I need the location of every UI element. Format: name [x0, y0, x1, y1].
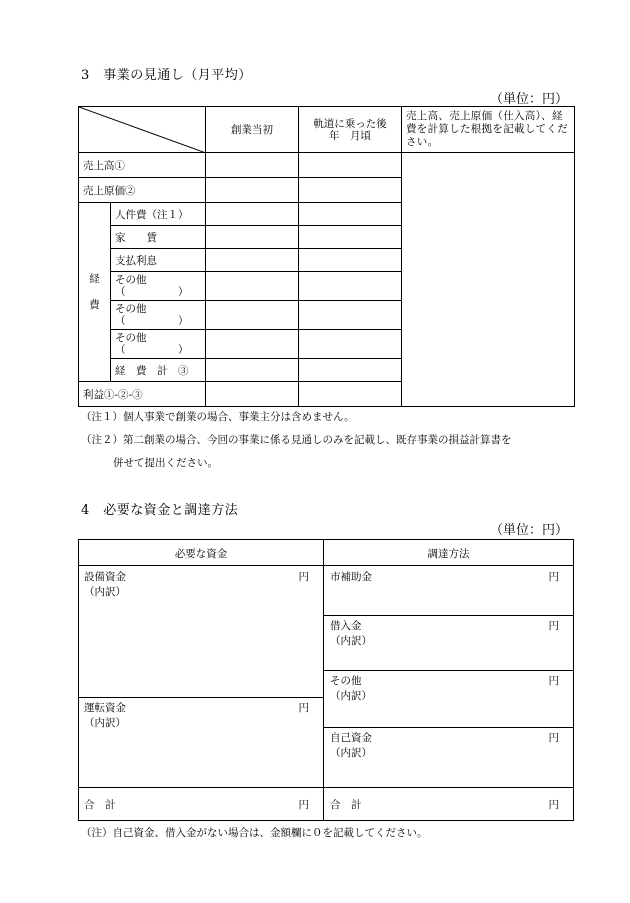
section3-title: 3 事業の見通し（月平均）	[81, 68, 252, 83]
working-cell[interactable]	[79, 698, 323, 787]
method-total-cell[interactable]	[324, 788, 573, 820]
col-required-header: 必要な資金	[174, 548, 228, 560]
loan-breakdown: （内訳）	[330, 635, 372, 647]
section3-unit: （単位：円）	[489, 92, 568, 107]
rent-startup-input[interactable]	[206, 226, 299, 249]
business-outlook-table	[78, 106, 575, 407]
own-funds-label: 自己資金	[330, 732, 372, 744]
loan-label: 借入金	[330, 620, 362, 632]
equipment-label: 設備資金	[84, 571, 126, 583]
labor-after-input[interactable]	[299, 203, 402, 226]
other2-after-input[interactable]	[299, 301, 402, 330]
rent-after-input[interactable]	[299, 226, 402, 249]
working-yen: 円	[298, 702, 309, 714]
section4-note: （注）自己資金、借入金がない場合は、金額欄に０を記載してください。	[81, 827, 428, 839]
section4-title: 4 必要な資金と調達方法	[81, 503, 239, 518]
cogs-after-input[interactable]	[299, 178, 402, 203]
other2-paren: （ ）	[115, 315, 189, 327]
subsidy-yen: 円	[548, 571, 559, 583]
diagonal-line	[79, 107, 206, 153]
other-label: その他	[330, 675, 362, 687]
other3-after-input[interactable]	[299, 330, 402, 359]
sales-startup-input[interactable]	[206, 153, 299, 178]
note-2: （注２）第二創業の場合、今回の事業に係る見通しのみを記載し、既存事業の損益計算書を	[81, 434, 512, 446]
equipment-yen: 円	[298, 571, 309, 583]
subsidy-label: 市補助金	[330, 571, 372, 583]
expense-group-label	[79, 203, 111, 382]
own-funds-breakdown: （内訳）	[330, 747, 372, 759]
row-sales-label: 売上高①	[79, 153, 206, 178]
row-labor-label: 人件費（注１）	[111, 203, 206, 226]
other1-startup-input[interactable]	[206, 272, 299, 301]
note-2-cont: 併せて提出ください。	[113, 457, 218, 469]
row-profit-label: 利益①-②-③	[79, 382, 206, 407]
col-after-line1: 軌道に乗った後	[313, 117, 387, 130]
cogs-startup-input[interactable]	[206, 178, 299, 203]
other2-startup-input[interactable]	[206, 301, 299, 330]
basis-input[interactable]	[402, 153, 575, 407]
other1-after-input[interactable]	[299, 272, 402, 301]
other-yen: 円	[548, 675, 559, 687]
other3-paren: （ ）	[115, 344, 189, 356]
expense-group-char2: 費	[89, 299, 100, 311]
own-funds-cell[interactable]	[324, 728, 573, 787]
row-expense-total-label: 経 費 計 ③	[111, 359, 206, 382]
note-1: （注１）個人事業で創業の場合、事業主分は含めません。	[81, 411, 355, 423]
other1-paren: （ ）	[115, 286, 189, 298]
interest-startup-input[interactable]	[206, 249, 299, 272]
method-total-label: 合 計	[330, 799, 362, 811]
profit-startup-input[interactable]	[206, 382, 299, 407]
expense-group-char1: 経	[89, 273, 100, 285]
equipment-cell[interactable]	[79, 566, 323, 697]
row-other2-label	[111, 301, 206, 330]
working-breakdown: （内訳）	[84, 717, 126, 729]
col-after-header	[299, 107, 402, 153]
other3-startup-input[interactable]	[206, 330, 299, 359]
header-diagonal-cell	[79, 107, 206, 153]
expense-total-startup-input[interactable]	[206, 359, 299, 382]
loan-yen: 円	[548, 620, 559, 632]
col-method-header: 調達方法	[427, 548, 470, 560]
row-cogs-label: 売上原価②	[79, 178, 206, 203]
expense-total-after-input[interactable]	[299, 359, 402, 382]
col-basis-header: 売上高、売上原価（仕入高）、経費を計算した根拠を記載してください。	[402, 107, 575, 153]
other-breakdown: （内訳）	[330, 690, 372, 702]
equipment-breakdown: （内訳）	[84, 586, 126, 598]
required-total-label: 合 計	[84, 799, 116, 811]
row-other1-label	[111, 272, 206, 301]
row-rent-label: 家 賃	[111, 226, 206, 249]
subsidy-cell[interactable]	[324, 566, 573, 615]
required-total-cell[interactable]	[79, 788, 323, 820]
loan-cell[interactable]	[324, 616, 573, 670]
other-cell[interactable]	[324, 671, 573, 727]
profit-after-input[interactable]	[299, 382, 402, 407]
row-interest-label: 支払利息	[111, 249, 206, 272]
own-funds-yen: 円	[548, 732, 559, 744]
labor-startup-input[interactable]	[206, 203, 299, 226]
other1-text: その他	[115, 274, 147, 286]
col-startup-header: 創業当初	[206, 107, 299, 153]
funding-table	[78, 539, 574, 821]
section4-unit: （単位：円）	[489, 523, 568, 538]
other2-text: その他	[115, 303, 147, 315]
required-total-yen: 円	[298, 799, 309, 811]
sales-after-input[interactable]	[299, 153, 402, 178]
other3-text: その他	[115, 332, 147, 344]
row-other3-label	[111, 330, 206, 359]
working-label: 運転資金	[84, 702, 126, 714]
col-after-line2: 年 月頃	[329, 129, 371, 142]
method-total-yen: 円	[548, 799, 559, 811]
interest-after-input[interactable]	[299, 249, 402, 272]
